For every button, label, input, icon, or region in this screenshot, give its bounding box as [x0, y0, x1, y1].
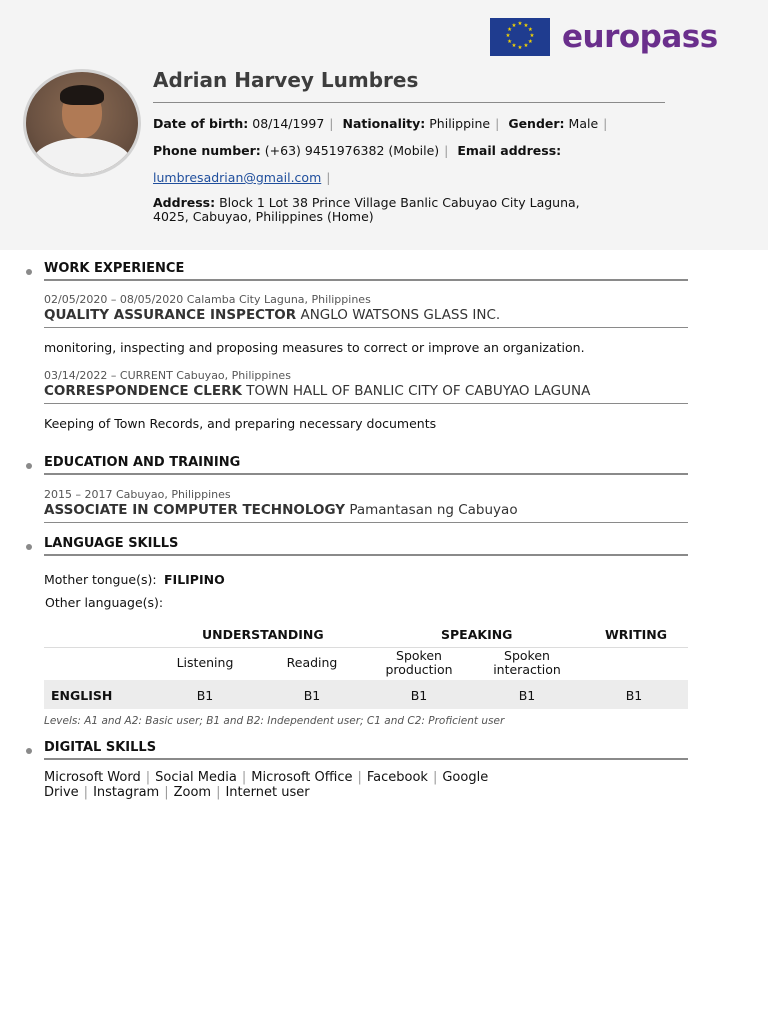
separator: | [83, 785, 89, 800]
eu-flag-icon [490, 18, 550, 56]
eu-star-icon: ★ [507, 27, 513, 33]
address-value: Block 1 Lot 38 Prince Village Banlic Cabuyao City Laguna, 4025, Cabuyao, Philippines (Home) [153, 195, 580, 224]
section-rule [44, 279, 688, 281]
digital-skills-list [44, 770, 684, 800]
email-link[interactable]: lumbresadrian@gmail.com [153, 170, 322, 185]
address-line [153, 196, 603, 224]
eu-star-icon: ★ [507, 39, 513, 45]
personal-info-line-1: Date of birth: 08/14/1997 | Nationality: Philippine | Gender: Male | [153, 116, 608, 131]
eu-star-icon: ★ [523, 43, 529, 50]
sub-spoken-interaction: Spoken interaction [493, 648, 561, 677]
section-rule [44, 758, 688, 760]
eu-star-icon: ★ [527, 39, 533, 45]
digital-skill-item: Instagram [93, 785, 160, 800]
eu-star-icon: ★ [523, 22, 529, 29]
eu-star-icon: ★ [527, 27, 533, 33]
dob-value: 08/14/1997 [252, 116, 325, 131]
dob-label: Date of birth: [153, 116, 249, 131]
personal-info-line-3: lumbresadrian@gmail.com | [153, 170, 331, 185]
eu-star-icon: ★ [511, 43, 517, 50]
job-title [44, 307, 500, 323]
eu-star-icon: ★ [511, 22, 517, 29]
separator: | [241, 770, 247, 785]
section-bullet [26, 463, 32, 469]
eu-star-icon: ★ [517, 21, 523, 27]
section-bullet [26, 269, 32, 275]
level-reading: B1 [303, 688, 321, 703]
education-school: Pamantasan ng Cabuyao [349, 502, 518, 518]
job-org: ANGLO WATSONS GLASS INC. [300, 307, 501, 323]
personal-info-line-2: Phone number: (+63) 9451976382 (Mobile) | Email address: [153, 143, 562, 158]
sub-listening: Listening [176, 655, 234, 670]
section-rule [44, 473, 688, 475]
digital-skill-item: Facebook [366, 770, 428, 785]
europass-logo [490, 18, 718, 56]
education-meta: 2015 – 2017 Cabuyao, Philippines [44, 488, 231, 501]
section-bullet [26, 748, 32, 754]
sub-reading: Reading [286, 655, 338, 670]
separator: | [357, 770, 362, 785]
eu-star-icon: ★ [529, 33, 535, 39]
section-rule [44, 554, 688, 556]
job-org: TOWN HALL OF BANLIC CITY OF CABUYAO LAGUNA [246, 383, 591, 399]
section-bullet [26, 544, 32, 550]
separator: | [145, 770, 151, 785]
digital-skill-item: Internet user [225, 785, 310, 800]
profile-photo [23, 69, 141, 177]
education-title [44, 502, 518, 518]
levels-note: Levels: A1 and A2: Basic user; B1 and B2: Independent user; C1 and C2: Proficient user [44, 715, 505, 727]
language-name: ENGLISH [51, 688, 113, 703]
education-rule [44, 522, 688, 523]
job-role: CORRESPONDENCE CLERK [44, 383, 242, 399]
section-title-languages: LANGUAGE SKILLS [44, 536, 179, 551]
eu-star-icon: ★ [517, 45, 523, 51]
header-writing: WRITING [605, 627, 667, 642]
mother-tongue-label: Mother tongue(s): [44, 572, 157, 587]
separator: | [432, 770, 438, 785]
digital-skill-item: Google Drive [44, 770, 489, 800]
job-rule [44, 403, 688, 404]
job-meta: 03/14/2022 – CURRENT Cabuyao, Philippines [44, 369, 291, 382]
nationality-value: Philippine [429, 116, 491, 131]
email-label: Email address: [457, 143, 562, 158]
level-spoken-production: B1 [410, 688, 428, 703]
digital-skill-item: Microsoft Office [251, 770, 353, 785]
job-rule [44, 327, 688, 328]
digital-skill-item: Microsoft Word [44, 770, 141, 785]
sub-spoken-production: Spoken production [385, 648, 453, 677]
table-row [44, 680, 688, 709]
separator: | [216, 785, 221, 800]
section-title-work: WORK EXPERIENCE [44, 261, 185, 276]
name-divider [153, 102, 665, 103]
job-description: Keeping of Town Records, and preparing necessary documents [44, 416, 437, 431]
section-title-education: EDUCATION AND TRAINING [44, 455, 241, 470]
other-languages-label: Other language(s): [45, 595, 164, 610]
phone-label: Phone number: [153, 143, 261, 158]
gender-label: Gender: [508, 116, 565, 131]
person-name: Adrian Harvey Lumbres [153, 68, 419, 92]
digital-skill-item: Zoom [173, 785, 212, 800]
phone-value: (+63) 9451976382 (Mobile) [264, 143, 440, 158]
nationality-label: Nationality: [342, 116, 426, 131]
digital-skill-item: Social Media [155, 770, 237, 785]
level-spoken-interaction: B1 [518, 688, 536, 703]
job-meta: 02/05/2020 – 08/05/2020 Calamba City Laguna, Philippines [44, 293, 371, 306]
job-description: monitoring, inspecting and proposing measures to correct or improve an organization. [44, 340, 585, 355]
education-degree: ASSOCIATE IN COMPUTER TECHNOLOGY [44, 502, 346, 518]
level-listening: B1 [196, 688, 214, 703]
address-label: Address: [153, 195, 216, 210]
gender-value: Male [568, 116, 599, 131]
eu-star-icon: ★ [505, 33, 511, 39]
job-role: QUALITY ASSURANCE INSPECTOR [44, 307, 297, 323]
header-speaking: SPEAKING [441, 627, 513, 642]
header-understanding: UNDERSTANDING [202, 627, 324, 642]
separator: | [164, 785, 169, 800]
section-title-digital: DIGITAL SKILLS [44, 740, 157, 755]
mother-tongue-value: FILIPINO [164, 572, 225, 587]
level-writing: B1 [625, 688, 643, 703]
job-title [44, 383, 590, 399]
logo-text: europass [562, 19, 718, 55]
